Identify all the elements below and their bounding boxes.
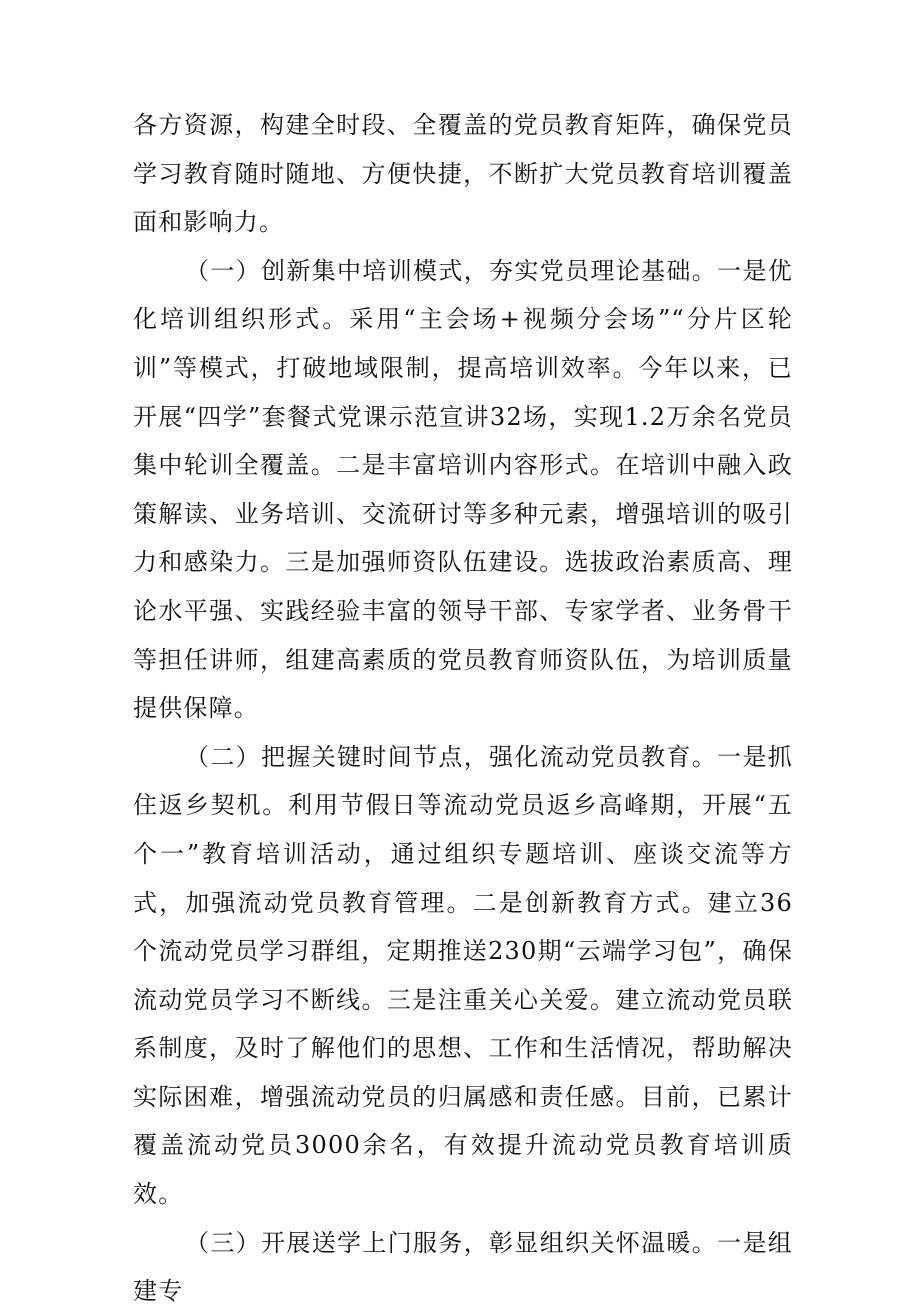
paragraph-intro: 各方资源，构建全时段、全覆盖的党员教育矩阵，确保党员学习教育随时随地、方便快捷，不断扩大党员教育培训覆盖面和影响力。 xyxy=(133,111,793,237)
paragraph-section-2: （二）把握关键时间节点，强化流动党员教育。一是抓住返乡契机。利用节假日等流动党员返乡高峰期，开展“五个一”教育培训活动，通过组织专题培训、座谈交流等方式，加强流动党员教育管理。二是创新教育方式。建立36个流动党员学习群组，定期推送230期“云端学习包”，确保流动党员学习不断线。三是注重关心关爱。建立流动党员联系制度，及时了解他们的思想、工作和生活情况，帮助解决实际困难，增强流动党员的归属感和责任感。目前，已累计覆盖流动党员3000余名，有效提升流动党员教育培训质效。 xyxy=(133,742,793,1209)
paragraph-section-3: （三）开展送学上门服务，彰显组织关怀温暖。一是组建专 xyxy=(133,1228,793,1306)
paragraph-section-1: （一）创新集中培训模式，夯实党员理论基础。一是优化培训组织形式。采用“主会场+视频分会场”“分片区轮训”等模式，打破地域限制，提高培训效率。今年以来，已开展“四学”套餐式党课示范宣讲32场，实现1.2万余名党员集中轮训全覆盖。二是丰富培训内容形式。在培训中融入政策解读、业务培训、交流研讨等多种元素，增强培训的吸引力和感染力。三是加强师资队伍建设。选拔政治素质高、理论水平强、实践经验丰富的领导干部、专家学者、业务骨干等担任讲师，组建高素质的党员教育师资队伍，为培训质量提供保障。 xyxy=(133,256,793,723)
body-text xyxy=(133,101,793,1316)
